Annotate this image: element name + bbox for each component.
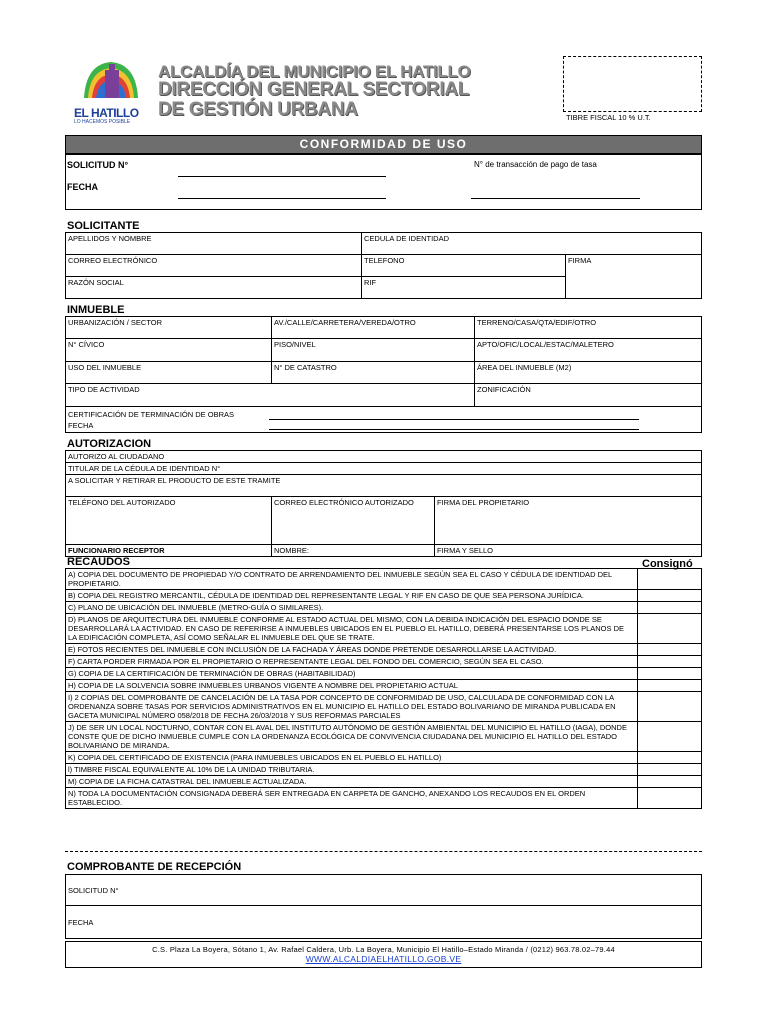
piso-label: PISO/NIVEL [274,340,316,349]
recaudo-row [66,764,702,776]
comprobante-table [65,874,702,939]
autorizado-telefono-label: TELÉFONO DEL AUTORIZADO [68,498,176,507]
solicitar-cell [66,475,702,497]
solicitar-label: A SOLICITAR Y RETIRAR EL PRODUCTO DE ESTE TRAMITE [68,476,281,485]
stamp-box [563,56,702,112]
catastro-label: N° DE CATASTRO [274,363,337,372]
logo-emblem-icon [74,56,148,102]
solicitante-table [65,232,702,299]
recaudo-text: C) PLANO DE UBICACIÓN DEL INMUEBLE (METRO-GUÍA O SIMILARES). [66,602,638,614]
form-title: CONFORMIDAD DE USO [299,137,468,151]
header-line-1: ALCALDÍA DEL MUNICIPIO EL HATILLO [158,62,471,81]
uso-cell[interactable] [66,362,272,384]
autorizado-telefono-cell[interactable] [66,497,272,545]
autorizacion-table [65,450,702,557]
recaudos-table [65,568,702,809]
consigno-checkbox[interactable] [638,614,702,644]
comprobante-fecha-cell[interactable] [66,906,702,939]
recaudo-row [66,590,702,602]
certificacion-field[interactable] [269,419,639,420]
apto-cell[interactable] [475,339,702,362]
logo-text: EL HATILLO [74,106,139,120]
consigno-checkbox[interactable] [638,776,702,788]
logo [74,56,148,125]
area-label: ÁREA DEL INMUEBLE (M2) [477,363,572,372]
avenida-cell[interactable] [272,317,475,339]
recaudo-text: B) COPIA DEL REGISTRO MERCANTIL, CÉDULA DE IDENTIDAD DEL REPRESENTANTE LEGAL Y RIF EN CASO DE QUE SEA PERSONA JURÍDICA. [66,590,638,602]
recaudo-text: D) PLANOS DE ARQUITECTURA DEL INMUEBLE CONFORME AL ESTADO ACTUAL DEL MISMO, CON LA DEBIDA INDICACIÓN DEL ESPACIO DONDE SE DESARROLLARÁ LA ACTIVIDAD. EN CASO DE REFERIRSE A INMUEBLES UBICADOS EN EL PUEBLO EL HATILLO, DEBERÁ PRESENTARSE LOS PLANOS DE LA EDIFICACIÓN COMPLETA, ASÍ COMO SEÑALAR EL INMUEBLE DEL QUE SE TRATE. [66,614,638,644]
consigno-checkbox[interactable] [638,656,702,668]
firma-label: FIRMA [568,256,592,265]
footer-address: C.S. Plaza La Boyera, Sótano 1, Av. Rafael Caldera, Urb. La Boyera, Municipio El Hatillo–Estado Miranda / (0212) 963.78.02–79.44 [152,945,615,954]
recaudo-row [66,569,702,590]
recaudo-row [66,722,702,752]
recaudo-text: I) 2 COPIAS DEL COMPROBANTE DE CANCELACIÓN DE LA TASA POR CONCEPTO DE CONFORMIDAD DE USO, CALCULADA DE CONFORMIDAD CON LA ORDENANZA SOBRE TASAS POR SERVICIOS ADMINISTRATIVOS EN EL MUNICIPIO EL HATILLO DEL ESTADO BOLIVARIANO DE MIRANDA PUBLICADA EN GACETA MUNICIPAL NÚMERO 058/2018 DE FECHA 26/03/2018 Y SUS REFORMAS PARCIALES [66,692,638,722]
terreno-label: TERRENO/CASA/QTA/EDIF/OTRO [477,318,597,327]
firma-cell[interactable] [566,255,702,299]
inmueble-table [65,316,702,433]
recaudo-text: A) COPIA DEL DOCUMENTO DE PROPIEDAD Y/O CONTRATO DE ARRENDAMIENTO DEL INMUEBLE SEGÚN SEA EL CASO Y CÉDULA DE IDENTIDAD DEL PROPIETARIO. [66,569,638,590]
recaudo-text: H) COPIA DE LA SOLVENCIA SOBRE INMUEBLES URBANOS VIGENTE A NOMBRE DEL PROPIETARIO ACTUAL [66,680,638,692]
uso-label: USO DEL INMUEBLE [68,363,142,372]
titular-cell[interactable] [66,463,702,475]
cedula-cell[interactable] [362,233,702,255]
transaction-field[interactable] [471,198,640,199]
urbanizacion-cell[interactable] [66,317,272,339]
rif-label: RIF [364,278,377,287]
firma-sello-label: FIRMA Y SELLO [437,546,493,555]
actividad-label: TIPO DE ACTIVIDAD [68,385,140,394]
zonificacion-label: ZONIFICACIÓN [477,385,531,394]
razon-label: RAZÓN SOCIAL [68,278,124,287]
consigno-checkbox[interactable] [638,668,702,680]
civico-label: N° CÍVICO [68,340,105,349]
recaudo-row [66,602,702,614]
consigno-checkbox[interactable] [638,764,702,776]
recaudo-row [66,776,702,788]
footer-url[interactable]: WWW.ALCALDIAELHATILLO.GOB.VE [305,954,462,964]
logo-tagline: LO HACEMOS POSIBLE [74,119,131,125]
recaudo-row [66,680,702,692]
avenida-label: AV./CALLE/CARRETERA/VEREDA/OTRO [274,318,416,327]
firma-propietario-label: FIRMA DEL PROPIETARIO [437,498,530,507]
recaudo-text: G) COPIA DE LA CERTIFICACIÓN DE TERMINACIÓN DE OBRAS (HABITABILIDAD) [66,668,638,680]
terreno-cell[interactable] [475,317,702,339]
recaudo-text: K) COPIA DEL CERTIFICADO DE EXISTENCIA (PARA INMUEBLES UBICADOS EN EL PUEBLO EL HATILLO) [66,752,638,764]
civico-cell[interactable] [66,339,272,362]
consigno-checkbox[interactable] [638,680,702,692]
firma-propietario-cell[interactable] [435,497,702,545]
recaudo-text: M) COPIA DE LA FICHA CATASTRAL DEL INMUEBLE ACTUALIZADA. [66,776,638,788]
consigno-checkbox[interactable] [638,590,702,602]
comprobante-fecha-label: FECHA [68,917,94,927]
recaudo-text: J) DE SER UN LOCAL NOCTURNO, CONTAR CON EL AVAL DEL INSTITUTO AUTÓNOMO DE GESTIÓN AMBIENTAL DEL MUNICIPIO EL HATILLO (IAGA), DONDE CONSTE QUE DE DICHO INMUEBLE CUMPLE CON LA ORDENANZA ECOLÓGICA DE CONVIVENCIA CIUDADANA DEL MUNICIPIO EL HATILLO DEL ESTADO BOLIVARIANO DE MIRANDA. [66,722,638,752]
piso-cell[interactable] [272,339,475,362]
recaudo-text: l) TIMBRE FISCAL EQUIVALENTE AL 10% DE LA UNIDAD TRIBUTARIA. [66,764,638,776]
solicitante-heading: SOLICITANTE [67,220,140,232]
rif-cell[interactable] [362,277,566,299]
correo-cell[interactable] [66,255,362,277]
autorizado-correo-cell[interactable] [272,497,435,545]
recaudo-text: F) CARTA PORDER FIRMADA POR EL PROPIETARIO O REPRESENTANTE LEGAL DEL FONDO DEL COMERCIO, SEGÚN SEA EL CASO. [66,656,638,668]
recaudo-row [66,692,702,722]
recaudo-row [66,788,702,809]
apellidos-cell[interactable] [66,233,362,255]
header-line-2: DIRECCIÓN GENERAL SECTORIAL [158,79,470,100]
certificacion-fecha-field[interactable] [269,429,639,430]
correo-label: CORREO ELECTRÓNICO [68,256,158,265]
razon-cell[interactable] [66,277,362,299]
nombre-label: NOMBRE: [274,546,310,555]
consigno-heading: Consignó [642,558,693,570]
apto-label: APTO/OFIC/LOCAL/ESTAC/MALETERO [477,340,614,349]
catastro-cell[interactable] [272,362,475,384]
certificacion-label: CERTIFICACIÓN DE TERMINACIÓN DE OBRAS [68,410,234,419]
nombre-cell[interactable] [272,545,435,557]
fecha-field[interactable] [178,198,386,199]
autorizo-label: AUTORIZO AL CIUDADANO [68,452,165,461]
recaudo-row [66,614,702,644]
footer [65,941,702,968]
recaudo-text: E) FOTOS RECIENTES DEL INMUEBLE CON INCLUSIÓN DE LA FACHADA Y ÁREAS DONDE PRETENDE DESARROLLARSE LA ACTIVIDAD. [66,644,638,656]
consigno-checkbox[interactable] [638,602,702,614]
consigno-checkbox[interactable] [638,644,702,656]
zonificacion-cell[interactable] [475,384,702,407]
telefono-label: TELEFONO [364,256,405,265]
cedula-label: CEDULA DE IDENTIDAD [364,234,450,243]
recaudo-row [66,644,702,656]
recaudo-text: N) TODA LA DOCUMENTACIÓN CONSIGNADA DEBERÁ SER ENTREGADA EN CARPETA DE GANCHO, ANEXANDO LOS RECAUDOS EN EL ORDEN ESTABLECIDO. [66,788,638,809]
autorizado-correo-label: CORREO ELECTRÓNICO AUTORIZADO [274,498,414,507]
consigno-checkbox[interactable] [638,569,702,590]
recaudos-heading: RECAUDOS [67,556,130,568]
area-cell[interactable] [475,362,702,384]
recaudo-row [66,752,702,764]
stamp-label: TIBRE FISCAL 10 % U.T. [566,113,651,122]
solicitud-field[interactable] [178,176,386,177]
certificacion-fecha-label: FECHA [68,421,94,430]
autorizo-cell[interactable] [66,451,702,463]
header-line-3: DE GESTIÓN URBANA [158,99,358,120]
cut-line [65,851,702,852]
firma-sello-cell[interactable] [435,545,702,557]
transaction-label: N° de transacción de pago de tasa [474,160,597,169]
consigno-checkbox[interactable] [638,752,702,764]
telefono-cell[interactable] [362,255,566,277]
consigno-checkbox[interactable] [638,692,702,722]
urbanizacion-label: URBANIZACIÓN / SECTOR [68,318,163,327]
titular-label: TITULAR DE LA CÉDULA DE IDENTIDAD N° [68,464,221,473]
form-title-bar [65,135,702,154]
recaudo-row [66,668,702,680]
comprobante-heading: COMPROBANTE DE RECEPCIÓN [67,861,242,873]
recaudo-row [66,656,702,668]
funcionario-label: FUNCIONARIO RECEPTOR [68,546,165,555]
consigno-checkbox[interactable] [638,788,702,809]
solicitud-label: SOLICITUD N° [67,160,129,170]
consigno-checkbox[interactable] [638,722,702,752]
fecha-label: FECHA [67,182,98,192]
funcionario-cell [66,545,272,557]
inmueble-heading: INMUEBLE [67,304,125,316]
apellidos-label: APELLIDOS Y NOMBRE [68,234,152,243]
request-box [65,154,702,210]
comprobante-solicitud-label: SOLICITUD N° [68,885,119,895]
autorizacion-heading: AUTORIZACION [67,438,152,450]
comprobante-solicitud-cell[interactable] [66,875,702,906]
actividad-cell[interactable] [66,384,475,407]
